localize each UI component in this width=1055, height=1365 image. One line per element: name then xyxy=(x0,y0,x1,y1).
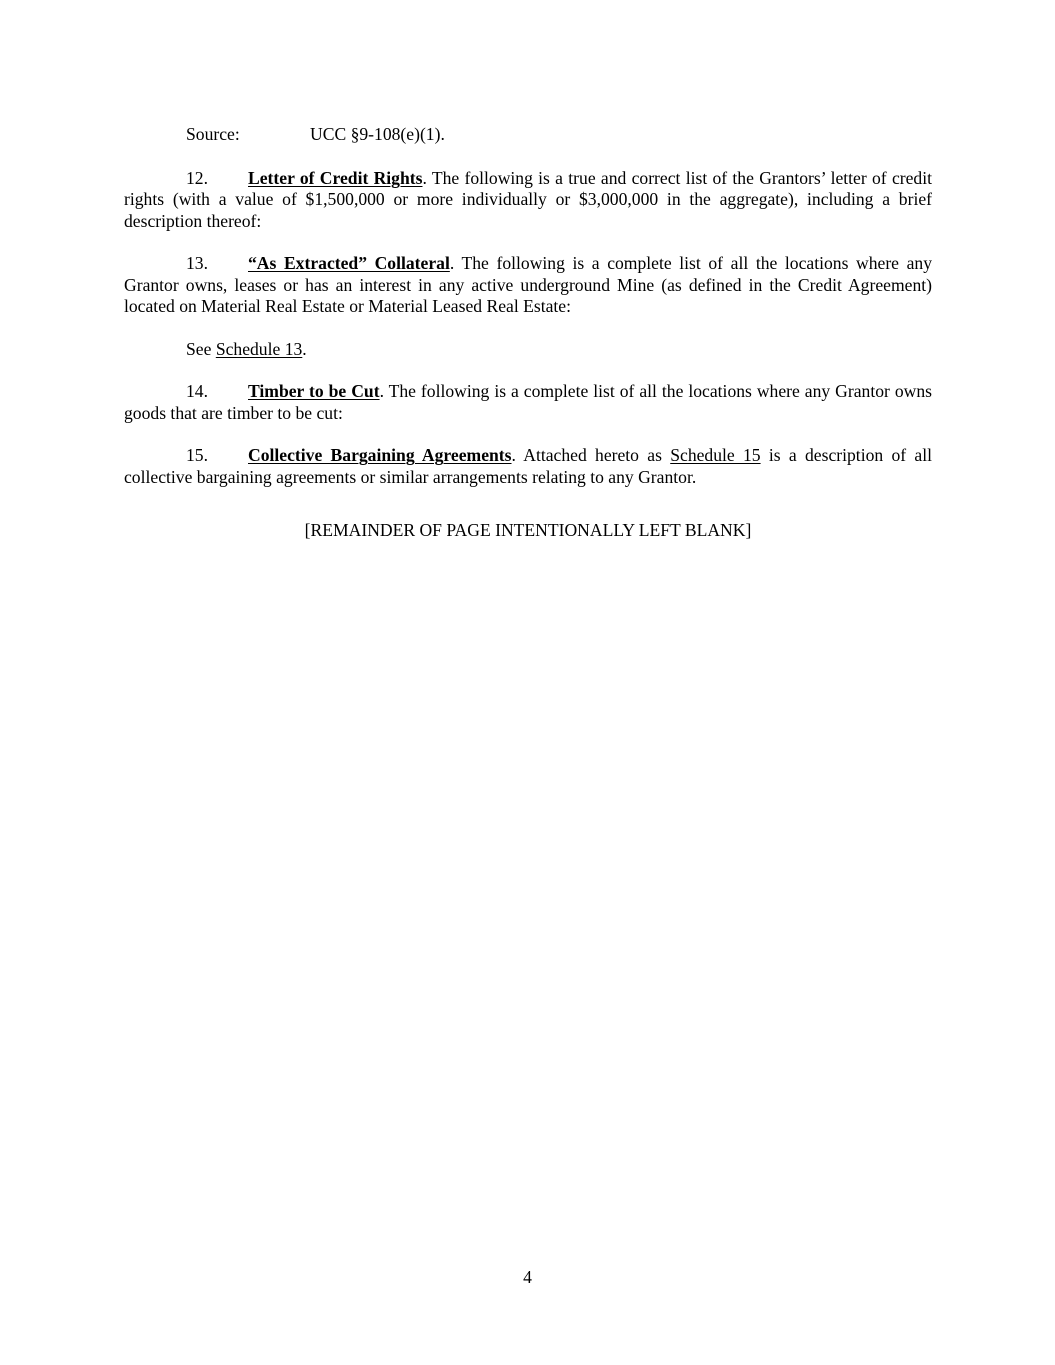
section-body: . The following is a true and correct list of the Grantors’ letter of credit rights (with a value of $1,500,000 or more individually or $3,000,000 in the aggregate), including a brief description thereof: xyxy=(124,167,932,231)
section-heading: Collective Bargaining Agreements xyxy=(248,445,512,465)
section-number: 13. xyxy=(186,253,208,273)
source-line xyxy=(124,124,932,146)
see-schedule-13 xyxy=(124,339,932,361)
schedule-15-reference: Schedule 15 xyxy=(670,445,761,465)
see-suffix: . xyxy=(302,338,307,359)
section-number: 15. xyxy=(186,445,208,465)
section-body: . The following is a complete list of all the locations where any Grantor owns, leases or has an interest in any active underground Mine (as defined in the Credit Agreement) located on Material Real Estate or Material Leased Real Estate: xyxy=(124,253,932,316)
section-15 xyxy=(124,445,932,488)
section-heading: Timber to be Cut xyxy=(248,381,380,401)
schedule-13-reference: Schedule 13 xyxy=(215,338,303,359)
section-heading: “As Extracted” Collateral xyxy=(248,253,450,273)
section-body-continued: is a description of all collective bargaining agreements or similar arrangements relating to any Grantor. xyxy=(124,445,932,487)
section-14 xyxy=(124,381,932,424)
source-value: UCC §9-108(e)(1). xyxy=(310,124,445,144)
source-label: Source: xyxy=(186,124,240,144)
section-number: 12. xyxy=(186,167,208,188)
see-prefix: See xyxy=(186,338,216,359)
section-13 xyxy=(124,253,932,318)
section-body: . Attached hereto as xyxy=(511,445,671,465)
page-number: 4 xyxy=(523,1267,532,1287)
section-number: 14. xyxy=(186,381,208,401)
section-12 xyxy=(124,168,932,233)
section-heading: Letter of Credit Rights xyxy=(248,167,423,188)
remainder-intentionally-blank-note: [REMAINDER OF PAGE INTENTIONALLY LEFT BLANK] xyxy=(304,520,752,540)
section-body: . The following is a complete list of all the locations where any Grantor owns goods that are timber to be cut: xyxy=(124,381,933,423)
document-page xyxy=(124,124,932,488)
